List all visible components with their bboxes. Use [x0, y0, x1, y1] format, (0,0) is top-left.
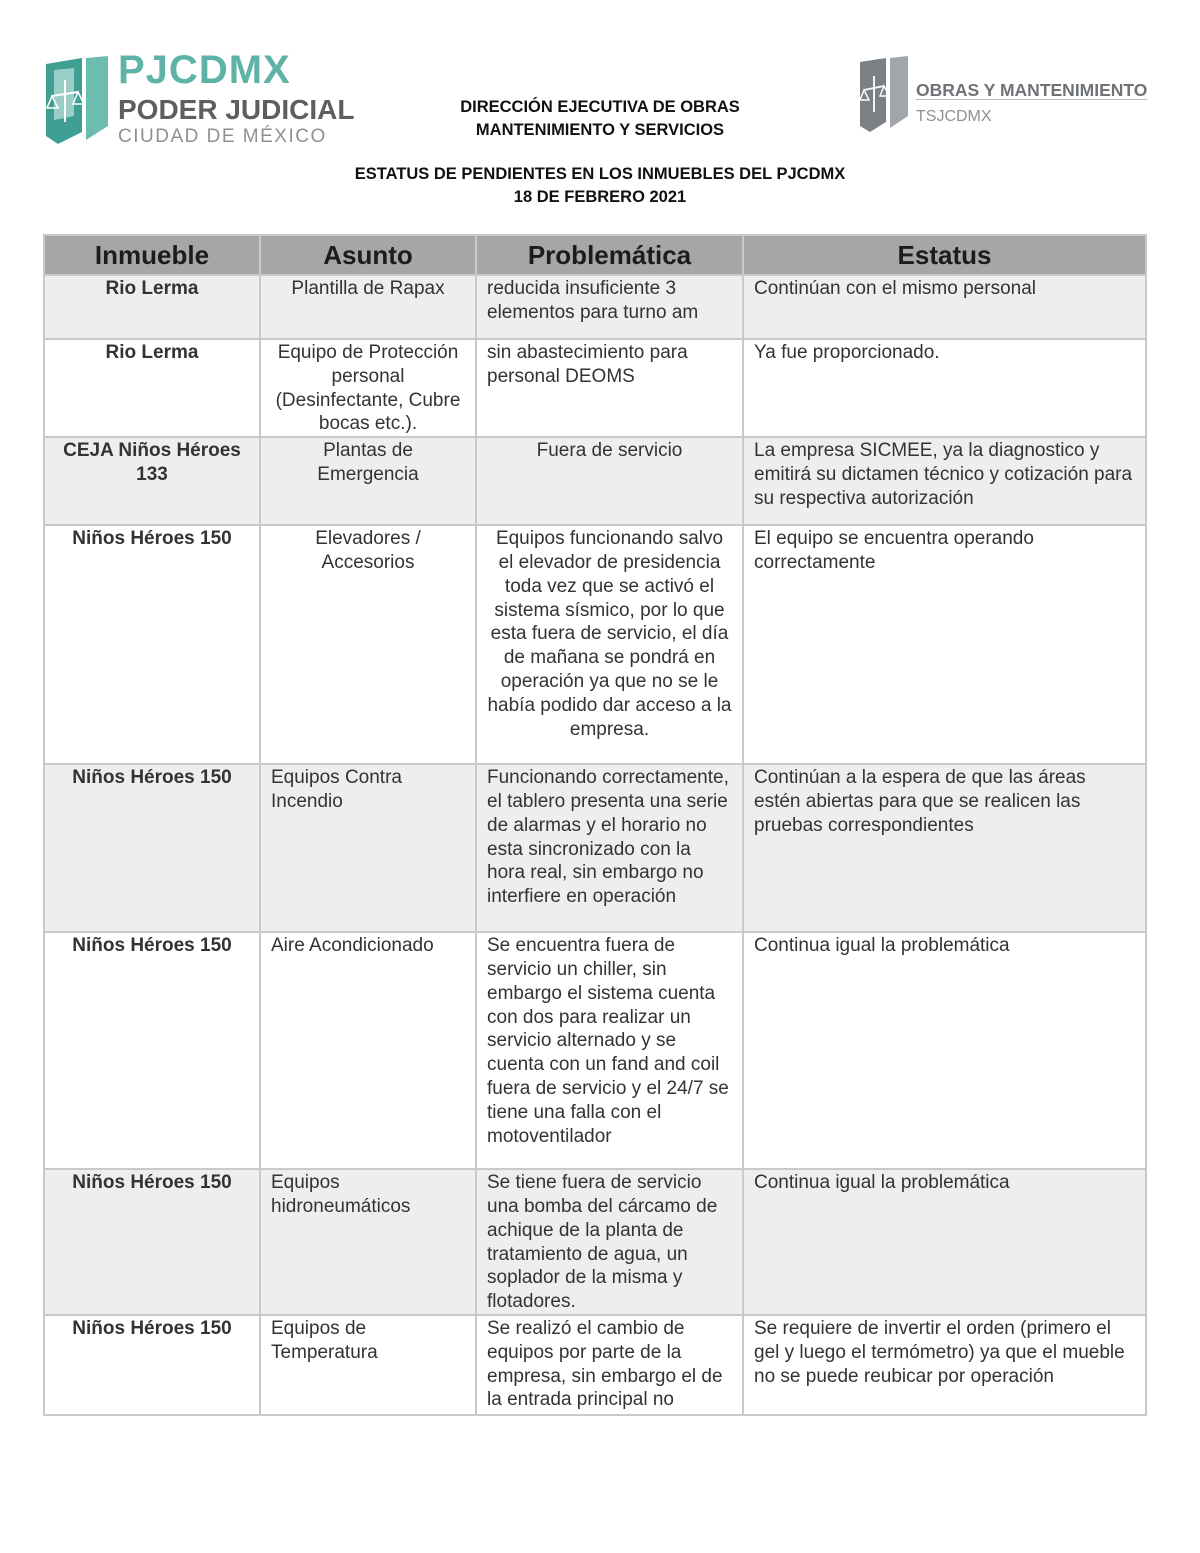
cell-problematica: Funcionando correctamente, el tablero presenta una serie de alarmas y el horario no esta sincronizado con la hora real, sin embargo no interfiere en operación	[476, 764, 743, 932]
cell-problematica: sin abastecimiento para personal DEOMS	[476, 339, 743, 437]
column-header-inmueble: Inmueble	[44, 235, 260, 275]
table-row	[44, 1169, 1146, 1315]
table-header-row	[44, 235, 1146, 275]
obras-mantenimiento-logo	[858, 56, 1158, 136]
scales-of-justice-gray-icon	[858, 56, 910, 134]
table-row	[44, 1315, 1146, 1415]
table-row	[44, 764, 1146, 932]
table-row	[44, 339, 1146, 437]
cell-asunto: Equipos de Temperatura	[260, 1315, 476, 1415]
cell-estatus: Ya fue proporcionado.	[743, 339, 1146, 437]
cell-estatus: El equipo se encuentra operando correctamente	[743, 525, 1146, 764]
title-line-2: 18 DE FEBRERO 2021	[513, 188, 687, 206]
column-header-asunto: Asunto	[260, 235, 476, 275]
cell-asunto: Plantilla de Rapax	[260, 275, 476, 339]
cell-asunto: Plantas de Emergencia	[260, 437, 476, 525]
cell-problematica: Se encuentra fuera de servicio un chiller, sin embargo el sistema cuenta con dos para realizar un servicio alternado y se cuenta con un fand and coil fuera de servicio y el 24/7 se tiene una falla con el motoventilador	[476, 932, 743, 1169]
direction-line-2: MANTENIMIENTO Y SERVICIOS	[475, 121, 725, 139]
cell-asunto: Aire Acondicionado	[260, 932, 476, 1169]
cell-asunto: Equipos hidroneumáticos	[260, 1169, 476, 1315]
scales-of-justice-logo-icon	[44, 56, 110, 146]
cell-estatus: Continua igual la problemática	[743, 1169, 1146, 1315]
direction-line-1: DIRECCIÓN EJECUTIVA DE OBRAS	[460, 98, 740, 116]
cell-inmueble: Rio Lerma	[44, 339, 260, 437]
cell-estatus: Continúan a la espera de que las áreas estén abiertas para que se realicen las pruebas correspondientes	[743, 764, 1146, 932]
logo-poder-judicial-text: PODER JUDICIAL	[118, 94, 355, 125]
cell-asunto: Equipos Contra Incendio	[260, 764, 476, 932]
cell-inmueble: Niños Héroes 150	[44, 932, 260, 1169]
cell-estatus: Continua igual la problemática	[743, 932, 1146, 1169]
cell-estatus: La empresa SICMEE, ya la diagnostico y emitirá su dictamen técnico y cotización para su respectiva autorización	[743, 437, 1146, 525]
cell-estatus: Se requiere de invertir el orden (primero el gel y luego el termómetro) ya que el mueble no se puede reubicar por operación	[743, 1315, 1146, 1415]
cell-problematica: reducida insuficiente 3 elementos para turno am	[476, 275, 743, 339]
cell-inmueble: Niños Héroes 150	[44, 764, 260, 932]
table-row	[44, 932, 1146, 1169]
status-table	[43, 234, 1147, 1416]
cell-problematica: Se tiene fuera de servicio una bomba del cárcamo de achique de la planta de tratamiento de agua, un soplador de la misma y flotadores.	[476, 1169, 743, 1315]
table-row	[44, 437, 1146, 525]
table-row	[44, 525, 1146, 764]
cell-inmueble: Niños Héroes 150	[44, 1169, 260, 1315]
cell-asunto: Equipo de Protección personal (Desinfectante, Cubre bocas etc.).	[260, 339, 476, 437]
cell-problematica: Se realizó el cambio de equipos por parte de la empresa, sin embargo el de la entrada principal no	[476, 1315, 743, 1415]
cell-problematica: Fuera de servicio	[476, 437, 743, 525]
cell-inmueble: CEJA Niños Héroes 133	[44, 437, 260, 525]
title-line-1: ESTATUS DE PENDIENTES EN LOS INMUEBLES DEL PJCDMX	[354, 165, 846, 183]
cell-estatus: Continúan con el mismo personal	[743, 275, 1146, 339]
logo-obras-text: OBRAS Y MANTENIMIENTO	[916, 80, 1148, 100]
cell-asunto: Elevadores / Accesorios	[260, 525, 476, 764]
column-header-problematica: Problemática	[476, 235, 743, 275]
column-header-estatus: Estatus	[743, 235, 1146, 275]
cell-problematica: Equipos funcionando salvo el elevador de presidencia toda vez que se activó el sistema sísmico, por lo que esta fuera de servicio, el día de mañana se pondrá en operación ya que no se le había podido dar acceso a la empresa.	[476, 525, 743, 764]
logo-pjcdmx-text: PJCDMX	[118, 48, 291, 92]
table-row	[44, 275, 1146, 339]
cell-inmueble: Niños Héroes 150	[44, 1315, 260, 1415]
logo-tsjcdmx-text: TSJCDMX	[916, 108, 992, 125]
logo-ciudad-text: CIUDAD DE MÉXICO	[118, 126, 327, 147]
pjcdmx-logo	[44, 48, 355, 147]
cell-inmueble: Rio Lerma	[44, 275, 260, 339]
document-title	[200, 163, 1000, 209]
cell-inmueble: Niños Héroes 150	[44, 525, 260, 764]
direction-heading	[380, 96, 820, 142]
